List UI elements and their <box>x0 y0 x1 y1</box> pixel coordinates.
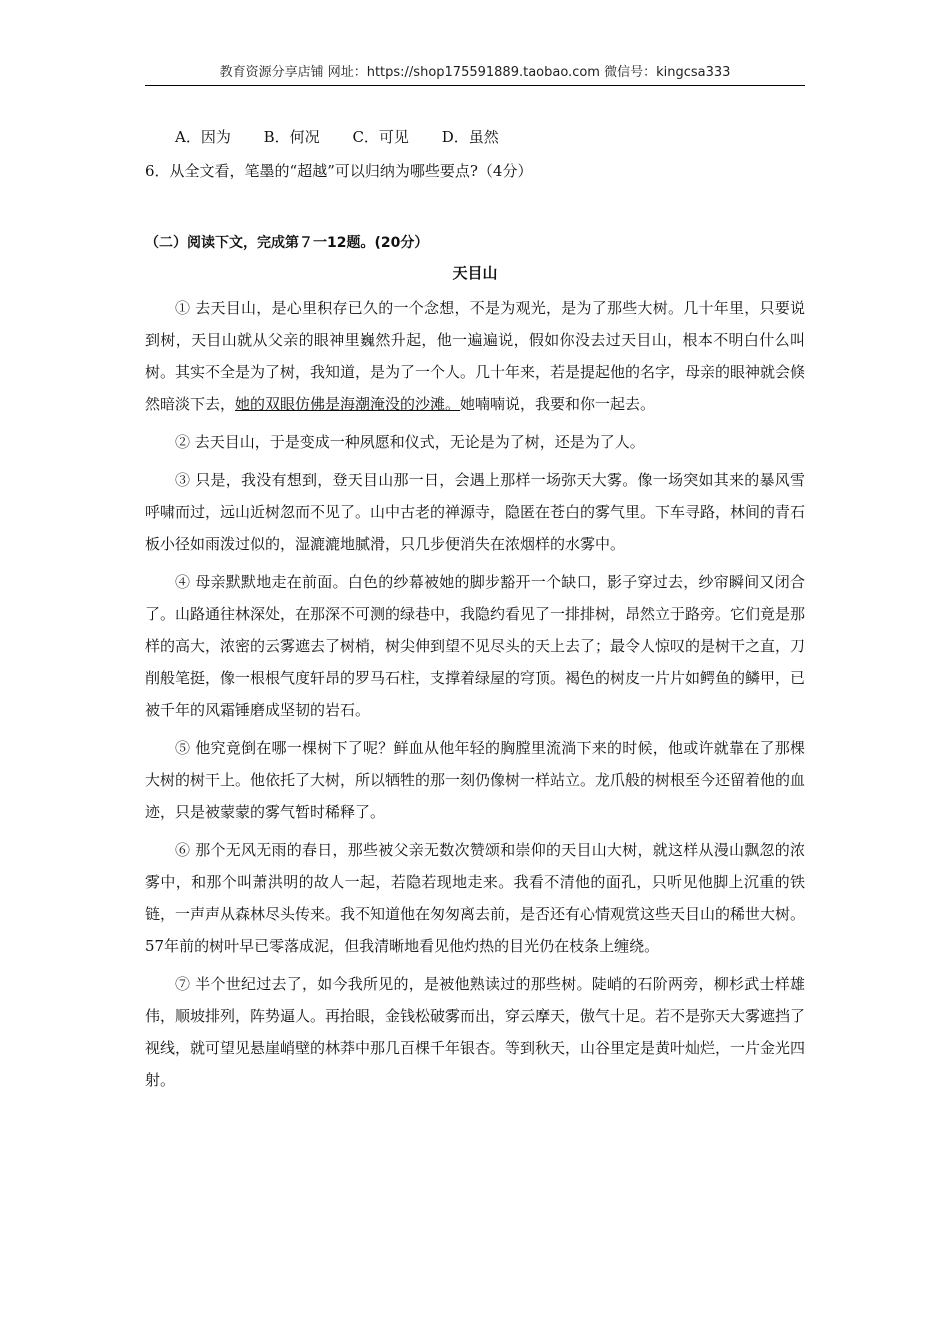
option-b: B．何况 <box>263 128 320 146</box>
paragraph-2: ② 去天目山，于是变成一种夙愿和仪式，无论是为了树，还是为了人。 <box>175 433 645 451</box>
option-a: A．因为 <box>175 128 231 146</box>
paragraph-1-text: ① 去天目山，是心里积存已久的一个念想，不是为观光，是为了那些大树。几十年里，只要说到树，天目山就从父亲的眼神里巍然升起，他一遍遍说，假如你没去过天目山，根本不明白什么叫树。其实不全是为了树，我知道，是为了一个人。几十年来，若是提起他的名字，母亲的眼神就会倏然暗淡下去， <box>145 299 806 413</box>
section-title: （二）阅读下文，完成第７一12题。(20分） <box>145 235 429 251</box>
answer-options <box>145 124 805 150</box>
option-d: D．虽然 <box>441 128 499 146</box>
header-divider <box>145 85 805 86</box>
paragraph-1-underlined: 她的双眼仿佛是海潮淹没的沙滩。 <box>235 395 461 413</box>
paragraph-4: ④ 母亲默默地走在前面。白色的纱幕被她的脚步豁开一个缺口，影子穿过去，纱帘瞬间又闭合了。山路通往林深处，在那深不可测的绿巷中，我隐约看见了一排排树，昂然立于路旁。它们竟是那样的高大，浓密的云雾遮去了树梢，树尖伸到望不见尽头的天上去了；最令人惊叹的是树干之直，刀削般笔挺，像一根根气度轩昂的罗马石柱，支撑着绿屋的穹顶。褐色的树皮一片片如鳄鱼的鳞甲，已被千年的风霜锤磨成坚韧的岩石。 <box>145 573 806 719</box>
paragraph-1-tail: 她喃喃说，我要和你一起去。 <box>460 395 656 413</box>
paragraph-3: ③ 只是，我没有想到，登天目山那一日，会遇上那样一场弥天大雾。像一场突如其来的暴风雪呼啸而过，远山近树忽而不见了。山中古老的禅源寺，隐匿在苍白的雾气里。下车寻路，林间的青石板小径如雨泼过似的，湿漉漉地腻滑，只几步便消失在浓烟样的水雾中。 <box>145 471 806 553</box>
page-header: 教育资源分享店铺 网址：https://shop175591889.taobao.com 微信号：kingcsa333 <box>219 65 731 80</box>
paragraph-6: ⑥ 那个无风无雨的春日，那些被父亲无数次赞颂和崇仰的天目山大树，就这样从漫山飘忽的浓雾中，和那个叫萧洪明的故人一起，若隐若现地走来。我看不清他的面孔，只听见他脚上沉重的铁链，一声声从森林尽头传来。我不知道他在匆匆离去前，是否还有心情观赏这些天目山的稀世大树。57年前的树叶早已零落成泥，但我清晰地看见他灼热的目光仍在枝条上缠绕。 <box>145 841 806 955</box>
document-body <box>145 124 805 1102</box>
option-c: C．可见 <box>352 128 409 146</box>
paragraph-7: ⑦ 半个世纪过去了，如今我所见的，是被他熟读过的那些树。陡峭的石阶两旁，柳杉武士样雄伟，顺坡排列，阵势逼人。再抬眼，金钱松破雾而出，穿云摩天，傲气十足。若不是弥天大雾遮挡了视线，就可望见悬崖峭壁的林莽中那几百棵千年银杏。等到秋天，山谷里定是黄叶灿烂，一片金光四射。 <box>145 975 806 1089</box>
article-title: 天目山 <box>452 264 498 282</box>
question-6: 6．从全文看，笔墨的“超越”可以归纳为哪些要点?（4分） <box>145 162 533 180</box>
paragraph-5: ⑤ 他究竟倒在哪一棵树下了呢？鲜血从他年轻的胸膛里流淌下来的时候，他或许就靠在了那棵大树的树干上。他依托了大树，所以牺牲的那一刻仍像树一样站立。龙爪般的树根至今还留着他的血迹，只是被蒙蒙的雾气暂时稀释了。 <box>145 739 806 821</box>
paragraph-1 <box>145 292 805 420</box>
